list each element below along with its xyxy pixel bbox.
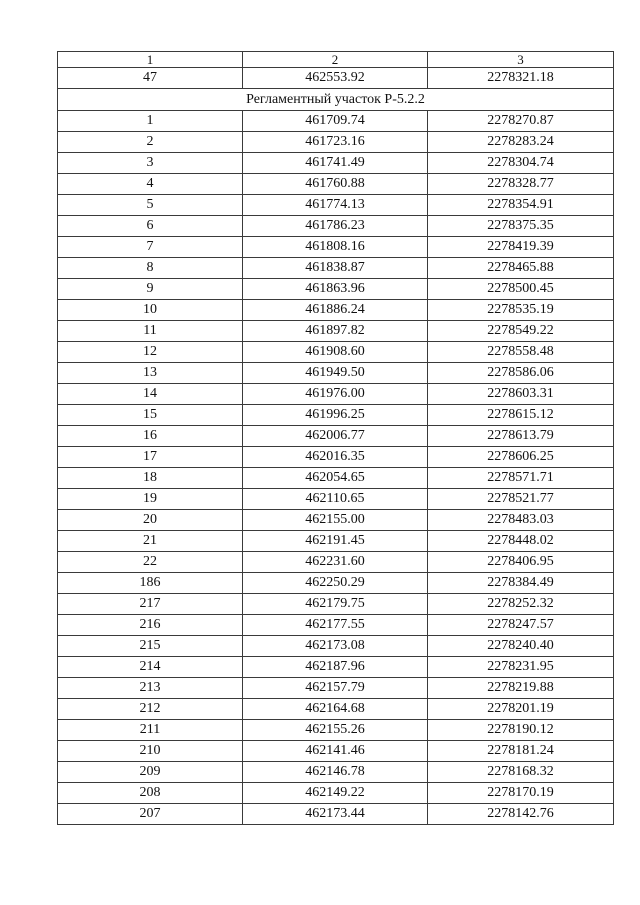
y-coordinate-cell: 2278549.22 [428, 321, 614, 342]
point-number-cell: 17 [58, 447, 243, 468]
table-row [58, 174, 614, 195]
section-title-row [58, 89, 614, 111]
table-row [58, 132, 614, 153]
x-coordinate-cell: 462006.77 [243, 426, 428, 447]
x-coordinate-cell: 461949.50 [243, 363, 428, 384]
y-coordinate-cell: 2278283.24 [428, 132, 614, 153]
table-row [58, 657, 614, 678]
y-coordinate-cell: 2278603.31 [428, 384, 614, 405]
point-number-cell: 16 [58, 426, 243, 447]
table-row [58, 594, 614, 615]
table-row [58, 531, 614, 552]
y-coordinate-cell: 2278500.45 [428, 279, 614, 300]
x-coordinate-cell: 462231.60 [243, 552, 428, 573]
y-coordinate-cell: 2278190.12 [428, 720, 614, 741]
table-row [58, 762, 614, 783]
point-number-cell: 14 [58, 384, 243, 405]
table-row [58, 426, 614, 447]
y-coordinate-cell: 2278170.19 [428, 783, 614, 804]
x-coordinate-cell: 461774.13 [243, 195, 428, 216]
y-coordinate-cell: 2278586.06 [428, 363, 614, 384]
point-number-cell: 209 [58, 762, 243, 783]
x-coordinate-cell: 462054.65 [243, 468, 428, 489]
table-row [58, 720, 614, 741]
x-coordinate-cell: 461886.24 [243, 300, 428, 321]
column-header-y-coordinate: 3 [428, 52, 614, 68]
point-number-cell: 186 [58, 573, 243, 594]
table-row [58, 363, 614, 384]
point-number-cell: 9 [58, 279, 243, 300]
x-coordinate-cell: 461723.16 [243, 132, 428, 153]
table-row [58, 615, 614, 636]
x-coordinate-cell: 461741.49 [243, 153, 428, 174]
x-coordinate-cell: 462146.78 [243, 762, 428, 783]
y-coordinate-cell: 2278354.91 [428, 195, 614, 216]
table-row [58, 489, 614, 510]
y-coordinate-cell: 2278606.25 [428, 447, 614, 468]
point-number-cell: 215 [58, 636, 243, 657]
table-row [58, 111, 614, 132]
y-coordinate-cell: 2278419.39 [428, 237, 614, 258]
point-number-cell: 213 [58, 678, 243, 699]
coordinates-table-body [58, 52, 614, 825]
section-title: Регламентный участок Р-5.2.2 [58, 89, 614, 111]
y-coordinate-cell: 2278448.02 [428, 531, 614, 552]
point-number-cell: 211 [58, 720, 243, 741]
x-coordinate-cell: 461760.88 [243, 174, 428, 195]
point-number-cell: 47 [58, 68, 243, 89]
x-coordinate-cell: 462157.79 [243, 678, 428, 699]
y-coordinate-cell: 2278270.87 [428, 111, 614, 132]
point-number-cell: 216 [58, 615, 243, 636]
table-row [58, 783, 614, 804]
point-number-cell: 20 [58, 510, 243, 531]
y-coordinate-cell: 2278247.57 [428, 615, 614, 636]
point-number-cell: 4 [58, 174, 243, 195]
y-coordinate-cell: 2278571.71 [428, 468, 614, 489]
x-coordinate-cell: 461838.87 [243, 258, 428, 279]
table-row [58, 447, 614, 468]
point-number-cell: 217 [58, 594, 243, 615]
x-coordinate-cell: 461996.25 [243, 405, 428, 426]
point-number-cell: 1 [58, 111, 243, 132]
x-coordinate-cell: 462173.44 [243, 804, 428, 825]
y-coordinate-cell: 2278406.95 [428, 552, 614, 573]
x-coordinate-cell: 462155.26 [243, 720, 428, 741]
point-number-cell: 13 [58, 363, 243, 384]
point-number-cell: 11 [58, 321, 243, 342]
y-coordinate-cell: 2278384.49 [428, 573, 614, 594]
y-coordinate-cell: 2278465.88 [428, 258, 614, 279]
point-number-cell: 214 [58, 657, 243, 678]
table-row [58, 216, 614, 237]
point-number-cell: 7 [58, 237, 243, 258]
x-coordinate-cell: 462164.68 [243, 699, 428, 720]
point-number-cell: 15 [58, 405, 243, 426]
y-coordinate-cell: 2278613.79 [428, 426, 614, 447]
y-coordinate-cell: 2278375.35 [428, 216, 614, 237]
point-number-cell: 18 [58, 468, 243, 489]
x-coordinate-cell: 461976.00 [243, 384, 428, 405]
point-number-cell: 19 [58, 489, 243, 510]
y-coordinate-cell: 2278252.32 [428, 594, 614, 615]
x-coordinate-cell: 461786.23 [243, 216, 428, 237]
y-coordinate-cell: 2278535.19 [428, 300, 614, 321]
point-number-cell: 21 [58, 531, 243, 552]
y-coordinate-cell: 2278142.76 [428, 804, 614, 825]
y-coordinate-cell: 2278483.03 [428, 510, 614, 531]
y-coordinate-cell: 2278201.19 [428, 699, 614, 720]
x-coordinate-cell: 462149.22 [243, 783, 428, 804]
table-header-row [58, 52, 614, 68]
table-row [58, 804, 614, 825]
point-number-cell: 8 [58, 258, 243, 279]
table-row [58, 678, 614, 699]
table-row [58, 68, 614, 89]
y-coordinate-cell: 2278240.40 [428, 636, 614, 657]
x-coordinate-cell: 462179.75 [243, 594, 428, 615]
x-coordinate-cell: 462141.46 [243, 741, 428, 762]
table-row [58, 552, 614, 573]
table-row [58, 405, 614, 426]
x-coordinate-cell: 462191.45 [243, 531, 428, 552]
column-header-x-coordinate: 2 [243, 52, 428, 68]
y-coordinate-cell: 2278558.48 [428, 342, 614, 363]
table-row [58, 300, 614, 321]
table-row [58, 573, 614, 594]
x-coordinate-cell: 461863.96 [243, 279, 428, 300]
x-coordinate-cell: 462177.55 [243, 615, 428, 636]
table-row [58, 699, 614, 720]
point-number-cell: 10 [58, 300, 243, 321]
table-row [58, 321, 614, 342]
y-coordinate-cell: 2278181.24 [428, 741, 614, 762]
column-header-point-number: 1 [58, 52, 243, 68]
table-row [58, 237, 614, 258]
table-row [58, 279, 614, 300]
table-row [58, 636, 614, 657]
point-number-cell: 6 [58, 216, 243, 237]
table-row [58, 741, 614, 762]
x-coordinate-cell: 462016.35 [243, 447, 428, 468]
coordinates-table [57, 51, 614, 825]
table-row [58, 153, 614, 174]
point-number-cell: 212 [58, 699, 243, 720]
point-number-cell: 207 [58, 804, 243, 825]
y-coordinate-cell: 2278328.77 [428, 174, 614, 195]
point-number-cell: 3 [58, 153, 243, 174]
point-number-cell: 22 [58, 552, 243, 573]
x-coordinate-cell: 462173.08 [243, 636, 428, 657]
y-coordinate-cell: 2278521.77 [428, 489, 614, 510]
x-coordinate-cell: 461897.82 [243, 321, 428, 342]
point-number-cell: 208 [58, 783, 243, 804]
y-coordinate-cell: 2278168.32 [428, 762, 614, 783]
x-coordinate-cell: 461709.74 [243, 111, 428, 132]
point-number-cell: 2 [58, 132, 243, 153]
x-coordinate-cell: 461908.60 [243, 342, 428, 363]
y-coordinate-cell: 2278304.74 [428, 153, 614, 174]
table-row [58, 195, 614, 216]
table-row [58, 468, 614, 489]
x-coordinate-cell: 462187.96 [243, 657, 428, 678]
x-coordinate-cell: 462250.29 [243, 573, 428, 594]
table-row [58, 384, 614, 405]
x-coordinate-cell: 462110.65 [243, 489, 428, 510]
table-row [58, 510, 614, 531]
point-number-cell: 5 [58, 195, 243, 216]
y-coordinate-cell: 2278219.88 [428, 678, 614, 699]
x-coordinate-cell: 462155.00 [243, 510, 428, 531]
table-row [58, 342, 614, 363]
point-number-cell: 210 [58, 741, 243, 762]
x-coordinate-cell: 462553.92 [243, 68, 428, 89]
table-row [58, 258, 614, 279]
point-number-cell: 12 [58, 342, 243, 363]
y-coordinate-cell: 2278231.95 [428, 657, 614, 678]
y-coordinate-cell: 2278615.12 [428, 405, 614, 426]
x-coordinate-cell: 461808.16 [243, 237, 428, 258]
y-coordinate-cell: 2278321.18 [428, 68, 614, 89]
